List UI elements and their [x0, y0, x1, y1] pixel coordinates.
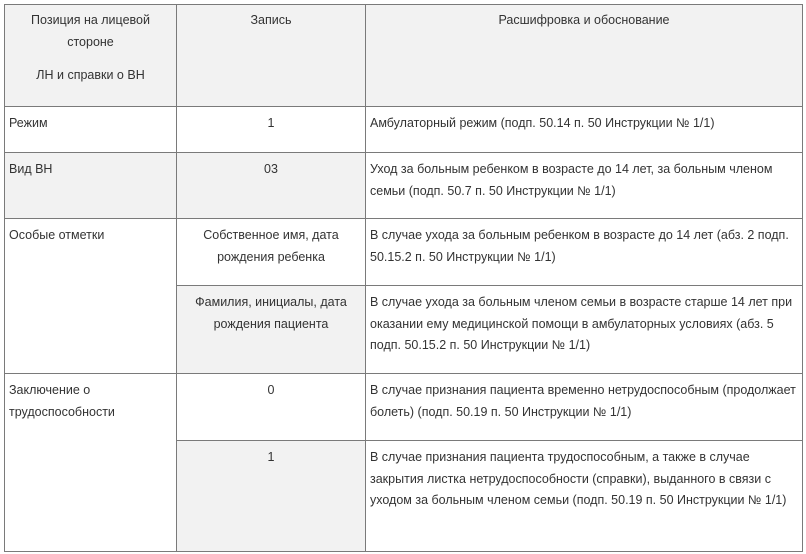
cell-explanation: В случае признания пациента трудоспособным, а также в случае закрытия листка нетрудоспособности (справки), выданного в связи с уходом за больным членом семьи (подп. 50.19 п. 50 Инструкции № 1/1)	[366, 441, 803, 552]
cell-entry: Фамилия, инициалы, дата рождения пациента	[177, 286, 366, 374]
header-entry: Запись	[177, 5, 366, 107]
cell-position: Особые отметки	[5, 219, 177, 374]
table-row	[5, 153, 803, 219]
table-row	[5, 219, 803, 286]
cell-position: Вид ВН	[5, 153, 177, 219]
header-gap	[11, 53, 170, 65]
table-row	[5, 374, 803, 441]
cell-entry: 0	[177, 374, 366, 441]
cell-position: Заключение о трудоспособности	[5, 374, 177, 552]
cell-explanation: Уход за больным ребенком в возрасте до 14 лет, за больным членом семьи (подп. 50.7 п. 50 Инструкции № 1/1)	[366, 153, 803, 219]
header-explanation: Расшифровка и обоснование	[366, 5, 803, 107]
cell-position: Режим	[5, 107, 177, 153]
cell-explanation: В случае признания пациента временно нетрудоспособным (продолжает болеть) (подп. 50.19 п. 50 Инструкции № 1/1)	[366, 374, 803, 441]
header-position-line1: Позиция на лицевой	[31, 13, 150, 27]
table-header-row	[5, 5, 803, 107]
header-position-line3: ЛН и справки о ВН	[36, 68, 145, 82]
table-row	[5, 107, 803, 153]
cell-explanation: В случае ухода за больным ребенком в возрасте до 14 лет (абз. 2 подп. 50.15.2 п. 50 Инструкции № 1/1)	[366, 219, 803, 286]
cell-explanation: Амбулаторный режим (подп. 50.14 п. 50 Инструкции № 1/1)	[366, 107, 803, 153]
cell-entry: Собственное имя, дата рождения ребенка	[177, 219, 366, 286]
cell-entry: 1	[177, 441, 366, 552]
header-position	[5, 5, 177, 107]
data-table	[4, 4, 803, 552]
header-position-line2: стороне	[67, 34, 114, 49]
cell-entry: 1	[177, 107, 366, 153]
cell-explanation: В случае ухода за больным членом семьи в возрасте старше 14 лет при оказании ему медицинской помощи в амбулаторных условиях (абз. 5 подп. 50.15.2 п. 50 Инструкции № 1/1)	[366, 286, 803, 374]
cell-entry: 03	[177, 153, 366, 219]
